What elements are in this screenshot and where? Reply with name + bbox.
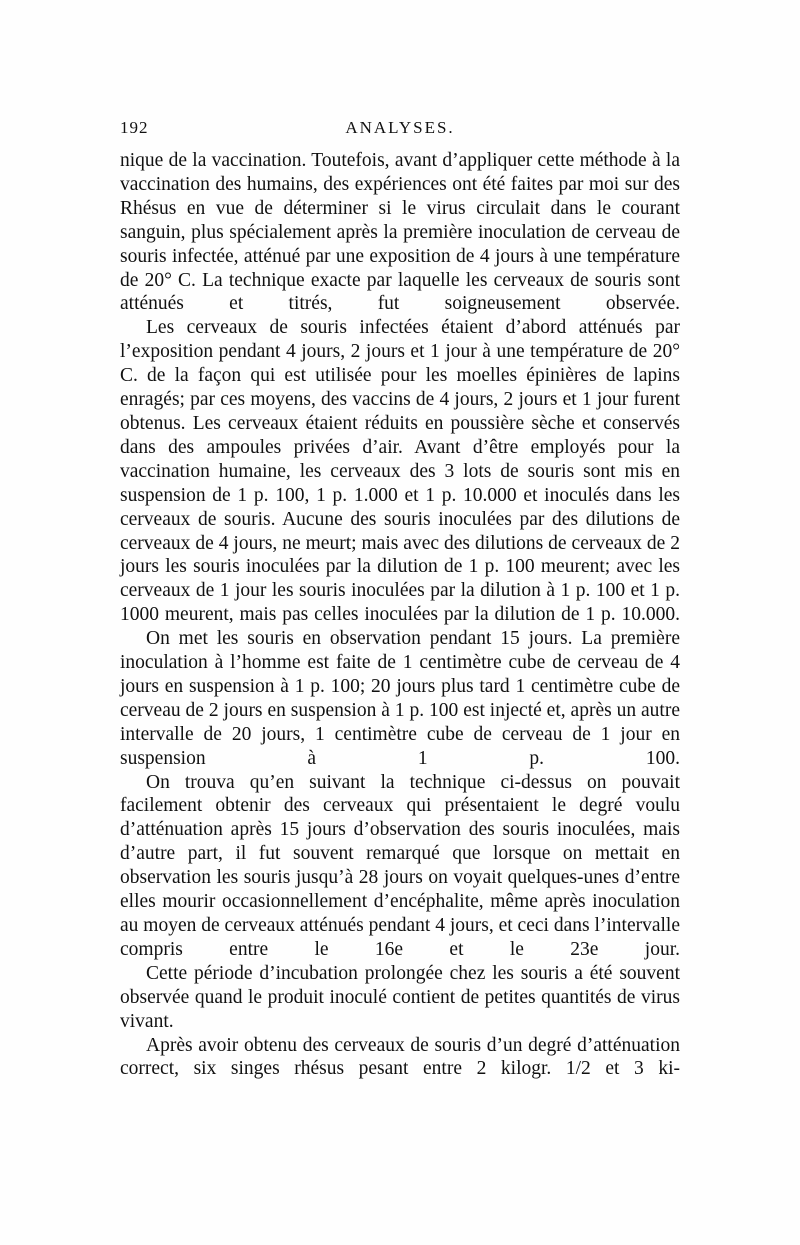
- page-header: [120, 118, 680, 142]
- page-number: 192: [120, 118, 149, 137]
- paragraph-observation-period: On met les souris en observation pendant 15 jours. La première inoculation à l’homme est faite de 1 centimètre cube de cerveau de 4 jours en suspension à 1 p. 100; 20 jours plus tard 1 centimètre cube de cerveau de 2 jours en suspension à 1 p. 100 est injecté et, après un autre intervalle de 20 jours, 1 centimètre cube de cerveau de 1 jour en suspension à 1 p. 100.: [120, 628, 680, 769]
- paragraph-rhesus-monkeys: Après avoir obtenu des cerveaux de souris d’un degré d’atténuation correct, six singes rhésus pesant entre 2 kilogr. 1/2 et 3 ki-: [120, 1034, 680, 1080]
- paragraph-technique-results: On trouva qu’en suivant la technique ci-dessus on pouvait facilement obtenir des cerveaux qui présentaient le degré voulu d’atténuation après 15 jours d’observation des souris inoculées, mais d’autre part, il fut souvent remarqué que lorsque on mettait en observation les souris jusqu’à 28 jours on voyait quelques-unes d’entre elles mourir occasionnellement d’encéphalite, même après inoculation au moyen de cerveaux atténués pendant 4 jours, et ceci dans l’intervalle compris entre le 16e et le 23e jour.: [120, 771, 680, 960]
- body-text: [120, 149, 680, 1081]
- paragraph-mouse-brain-attenuation: Les cerveaux de souris infectées étaient d’abord atténués par l’exposition pendant 4 jours, 2 jours et 1 jour à une température de 20° C. de la façon qui est utilisée pour les moelles épinières de lapins enragés; par ces moyens, des vaccins de 4 jours, 2 jours et 1 jour furent obtenus. Les cerveaux étaient réduits en poussière sèche et conservés dans des ampoules privées d’air. Avant d’être employés pour la vaccination humaine, les cerveaux des 3 lots de souris sont mis en suspension de 1 p. 100, 1 p. 1.000 et 1 p. 10.000 et inoculés dans les cerveaux de souris. Aucune des souris inoculées par des dilutions de cerveaux de 4 jours, ne meurt; mais avec des dilutions de cerveaux de 2 jours les souris inoculées par la dilution de 1 p. 100 meurent; avec les cerveaux de 1 jour les souris inoculées par la dilution à 1 p. 100 et 1 p. 1000 meurent, mais pas celles inoculées par la dilution de 1 p. 10.000.: [120, 317, 680, 626]
- running-title: ANALYSES.: [345, 118, 455, 137]
- paragraph-continued: nique de la vaccination. Toutefois, avant d’appliquer cette méthode à la vaccination des humains, des expériences ont été faites par moi sur des Rhésus en vue de déterminer si le virus circulait dans le courant sanguin, plus spécialement après la première inoculation de cerveau de souris infectée, atténué par une exposition de 4 jours à une température de 20° C. La technique exacte par laquelle les cerveaux de souris sont atténués et titrés, fut soigneusement observée.: [120, 150, 680, 315]
- paragraph-incubation-period: Cette période d’incubation prolongée chez les souris a été souvent observée quand le produit inoculé contient de petites quantités de virus vivant.: [120, 962, 680, 1032]
